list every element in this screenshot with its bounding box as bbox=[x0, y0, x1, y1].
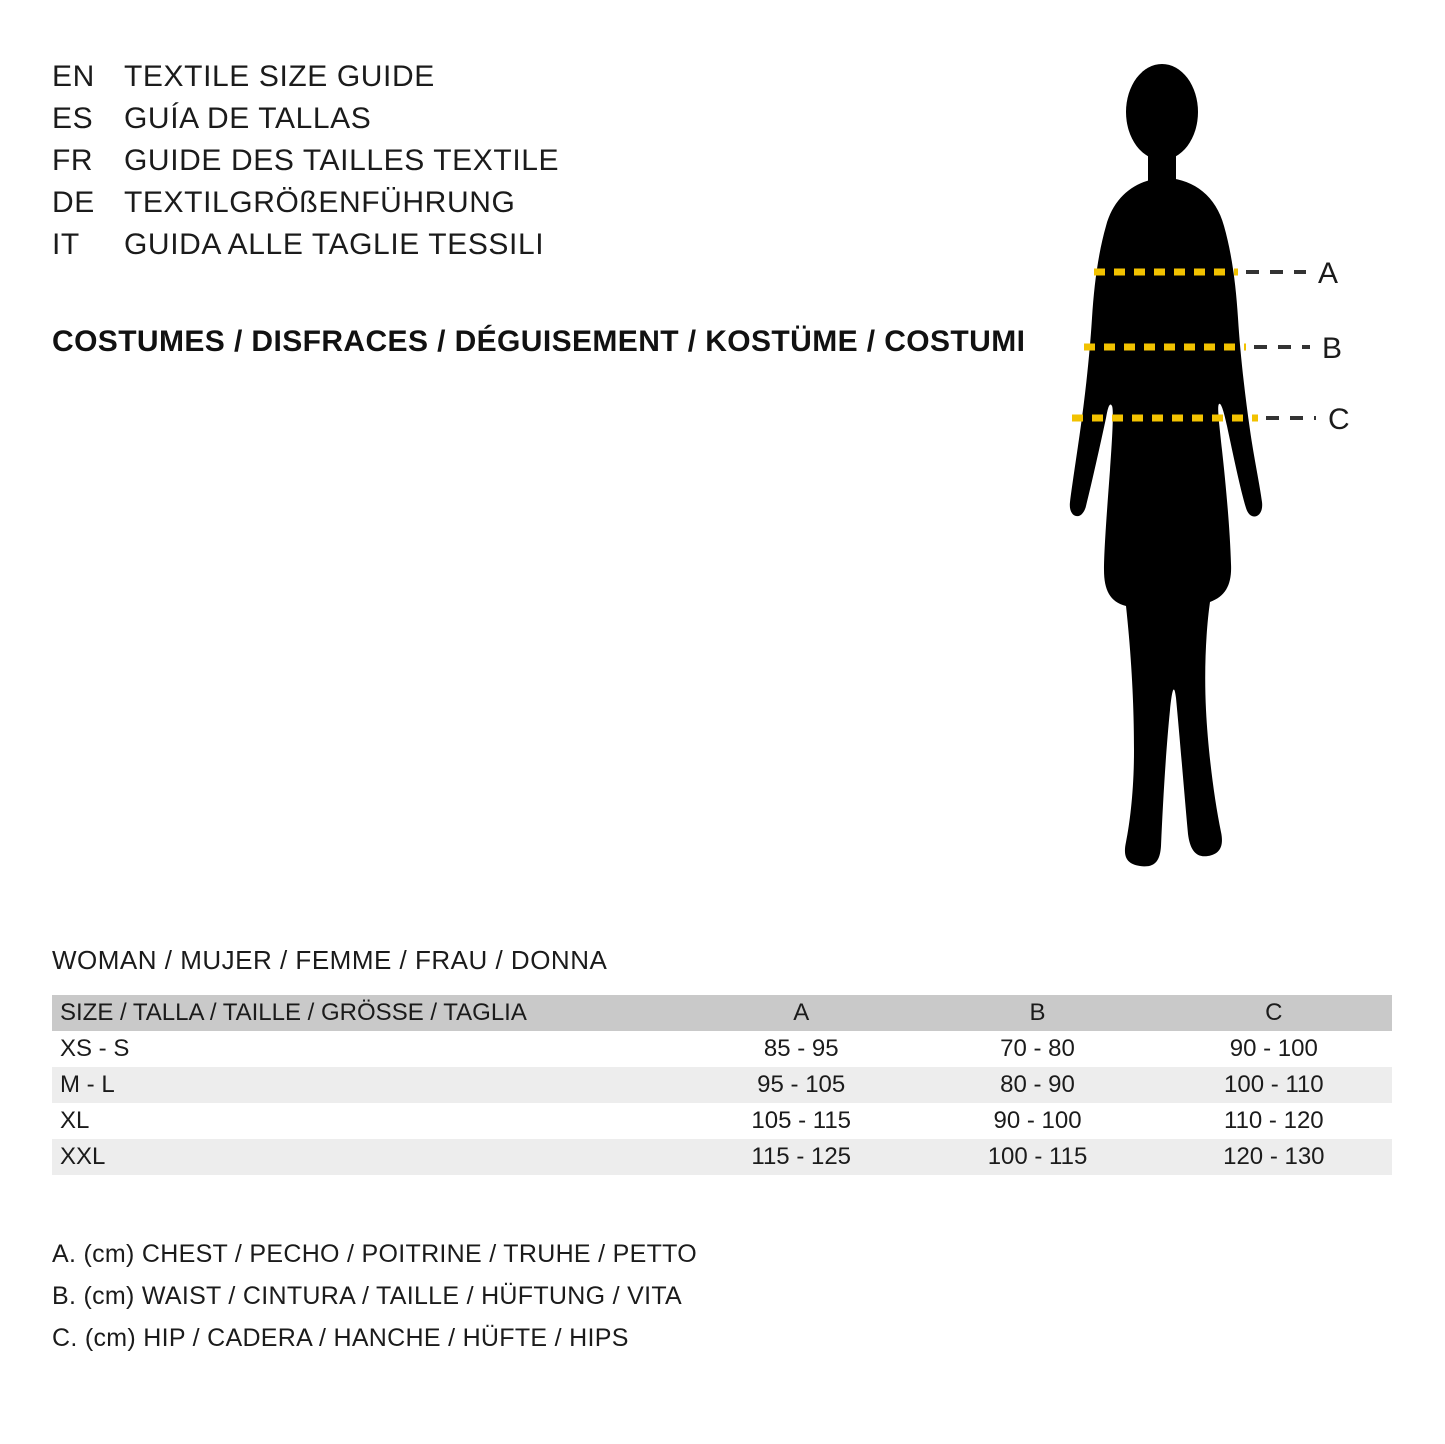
table-header-b: B bbox=[919, 995, 1155, 1031]
language-code: EN bbox=[52, 60, 95, 93]
legend-item-a: A. (cm) CHEST / PECHO / POITRINE / TRUHE / PETTO bbox=[52, 1240, 698, 1268]
table-row bbox=[52, 1031, 1392, 1067]
cell-c: 120 - 130 bbox=[1223, 1143, 1325, 1170]
language-code: DE bbox=[52, 186, 95, 219]
cell-size: XL bbox=[60, 1107, 90, 1134]
language-row bbox=[52, 186, 952, 228]
language-code: ES bbox=[52, 102, 94, 135]
table-title: WOMAN / MUJER / FEMME / FRAU / DONNA bbox=[52, 945, 608, 975]
cell-a: 85 - 95 bbox=[763, 1035, 839, 1062]
language-code: IT bbox=[52, 228, 80, 261]
language-text: TEXTILGRÖßENFÜHRUNG bbox=[124, 186, 516, 219]
cell-c: 100 - 110 bbox=[1224, 1071, 1324, 1098]
cell-b: 90 - 100 bbox=[993, 1107, 1082, 1134]
table-header-a: A bbox=[683, 995, 919, 1031]
cell-size: XXL bbox=[60, 1143, 106, 1170]
cell-a: 95 - 105 bbox=[757, 1071, 846, 1098]
cell-b: 70 - 80 bbox=[1000, 1035, 1075, 1062]
marker-label-b: B bbox=[1322, 332, 1343, 365]
legend-item-b: B. (cm) WAIST / CINTURA / TAILLE / HÜFTUNG / VITA bbox=[52, 1282, 683, 1310]
marker-label-a: A bbox=[1318, 257, 1339, 290]
language-row bbox=[52, 102, 952, 144]
language-row bbox=[52, 60, 952, 102]
woman-silhouette-icon bbox=[1070, 64, 1262, 866]
measurement-legend bbox=[52, 1240, 697, 1366]
table-row bbox=[52, 1139, 1392, 1175]
table-row bbox=[52, 1103, 1392, 1139]
cell-b: 80 - 90 bbox=[1000, 1071, 1075, 1098]
cell-a: 115 - 125 bbox=[751, 1143, 852, 1170]
cell-c: 90 - 100 bbox=[1229, 1035, 1318, 1062]
cell-b: 100 - 115 bbox=[987, 1143, 1088, 1170]
table-row bbox=[52, 1067, 1392, 1103]
language-row bbox=[52, 144, 952, 186]
legend-item-c: C. (cm) HIP / CADERA / HANCHE / HÜFTE / HIPS bbox=[52, 1324, 629, 1352]
leader-lines bbox=[1246, 272, 1316, 418]
figure-illustration bbox=[1010, 50, 1410, 900]
table-header-size: SIZE / TALLA / TAILLE / GRÖSSE / TAGLIA bbox=[52, 995, 683, 1031]
language-text: GUIDE DES TAILLES TEXTILE bbox=[124, 144, 560, 177]
cell-a: 105 - 115 bbox=[751, 1107, 852, 1134]
language-text: GUÍA DE TALLAS bbox=[124, 102, 372, 135]
cell-c: 110 - 120 bbox=[1224, 1107, 1324, 1134]
category-line: COSTUMES / DISFRACES / DÉGUISEMENT / KOSTÜME / COSTUMI bbox=[52, 325, 1026, 358]
size-table bbox=[52, 995, 1392, 1175]
cell-size: XS - S bbox=[60, 1035, 130, 1062]
language-code: FR bbox=[52, 144, 94, 177]
cell-size: M - L bbox=[60, 1071, 115, 1098]
table-header-row bbox=[52, 995, 1392, 1031]
language-row bbox=[52, 228, 952, 270]
marker-label-c: C bbox=[1328, 403, 1350, 436]
language-list bbox=[52, 60, 952, 270]
language-text: TEXTILE SIZE GUIDE bbox=[124, 60, 435, 93]
table-header-c: C bbox=[1156, 995, 1392, 1031]
language-text: GUIDA ALLE TAGLIE TESSILI bbox=[124, 228, 545, 261]
